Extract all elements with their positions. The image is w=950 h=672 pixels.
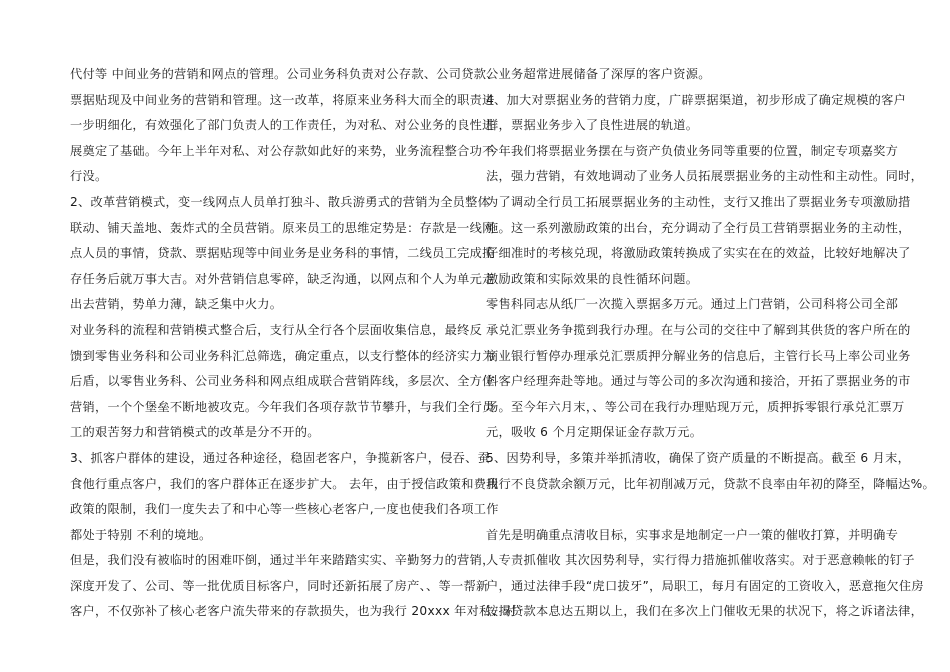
text-line: 代付等 中间业务的营销和网点的管理。公司业务科负责对公存款、公司贷款、 [70, 67, 499, 81]
text-line: 都处于特别 不利的境地。 [70, 527, 212, 542]
text-line: 今年我们将票据业务摆在与资产负债业务同等重要的位置，制定专项嘉奖方 [486, 143, 899, 158]
text-line: 行没。 [70, 169, 108, 184]
paragraph-gap [486, 497, 892, 523]
text-line: 5、因势利导，多策并举抓清收，确保了资产质量的不断提高。截至 6 月末， [486, 450, 911, 465]
text-line: 政策的限制，我们一度失去了和中心等一些核心老客户,一度也使我们各项工作 [70, 502, 499, 517]
text-line: 承兑汇票业务争揽到我行办理。在与公司的交往中了解到其供货的客户所在的 [486, 322, 911, 337]
text-line: 后盾，以零售业务科、公司业务科和网点组成联合营销阵线，多层次、全方位 [70, 374, 495, 389]
text-line: 点人员的事情，贷款、票据贴现等中间业务是业务科的事情，二线员工完成揽 [70, 246, 495, 261]
text-line: 工的艰苦努力和营销模式的改革是分不开的。 [70, 425, 320, 440]
text-line: 人专责抓催收 其次因势利导，实行得力措施抓催收落实。对于恶意赖帐的钉子 [486, 553, 915, 568]
text-line: 出去营销，势单力薄，缺乏集中火力。 [70, 297, 283, 312]
text-line: 2、改革营销模式，变一线网点人员单打独斗、散兵游勇式的营销为全员整体 [70, 194, 491, 209]
text-line: 施。这一系列激励政策的出台，充分调动了全行员工营销票据业务的主动性， [486, 220, 911, 235]
text-line: 票据贴现及中间业务的营销和管理。这一改革，将原来业务科大而全的职责进 [70, 92, 495, 107]
text-line: 4、加大对票据业务的营销力度，广辟票据渠道，初步形成了确定规模的客户 [486, 92, 907, 107]
text-line: 客户，不仅弥补了核心老客户流失带来的存款损失，也为我行 20xxx 年对私、对 [70, 604, 517, 619]
text-line: 按揭贷款本息达五期以上，我们在多次上门催收无果的状况下，将之诉诸法律， [486, 604, 924, 619]
text-line: 展奠定了基础。今年上半年对私、对公存款如此好的来势，业务流程整合功不 [70, 143, 495, 158]
text-line: 深度开发了、公司、等一批优质目标客户，同时还新拓展了房产、、等一帮新 [70, 578, 489, 593]
text-line: 科客户经理奔赴等地。通过与等公司的多次沟通和接洽，开拓了票据业务的市 [486, 374, 911, 389]
text-line: 3、抓客户群体的建设，通过各种途径，稳固老客户，争揽新客户，侵吞、蚕 [70, 450, 491, 465]
text-line: 法，强力营销，有效地调动了业务人员拓展票据业务的主动性和主动性。同时， [486, 169, 924, 184]
text-line: 一步明细化，有效强化了部门负责人的工作责任，为对私、对公业务的良性进 [70, 118, 495, 133]
text-line: 场。至今年六月末，、等公司在我行办理贴现万元，质押拆零银行承兑汇票万 [486, 399, 905, 414]
text-line: 零售科同志从纸厂一次揽入票据多万元。通过上门营销，公司科将公司全部 [486, 297, 899, 312]
text-line: 我行不良贷款余额万元，比年初削减万元，贷款不良率由年初的降至，降幅达%。 [486, 476, 935, 491]
text-line: 为了调动全行员工拓展票据业务的主动性，支行又推出了票据业务专项激励措 [486, 194, 911, 209]
text-line: 户，通过法律手段“虎口拔牙”，局职工，每月有固定的工资收入，恶意拖欠住房 [486, 578, 924, 593]
text-line: 元，吸收 6 个月定期保证金存款万元。 [486, 425, 703, 440]
right-text-column [486, 62, 935, 625]
text-line: 群，票据业务步入了良性进展的轨道。 [486, 118, 699, 133]
text-line: 激励政策和实际效果的良性循环问题。 [486, 271, 699, 286]
text-line: 联动、铺天盖地、轰炸式的全员营销。原来员工的思维定势是：存款是一线网 [70, 220, 495, 235]
text-line: 公业务超常进展储备了深厚的客户资源。 [486, 67, 711, 81]
text-line: 馈到零售业务科和公司业务科汇总筛选，确定重点，以支行整体的经济实力为 [70, 348, 495, 363]
text-line: 首先是明确重点清收目标，实事求是地制定一户一策的催收打算，并明确专 [486, 527, 899, 542]
text-line: 营销，一个个堡垒不断地被攻克。今年我们各项存款节节攀升，与我们全行员 [70, 399, 495, 414]
text-line: 仔细准时的考核兑现，将激励政策转换成了实实在在的效益，比较好地解决了 [486, 246, 911, 261]
text-line: 商业银行暂停办理承兑汇票质押分解业务的信息后，主管行长马上率公司业务 [486, 348, 911, 363]
text-line: 但是，我们没有被临时的困难吓倒，通过半年来踏踏实实、辛勤努力的营销， [70, 553, 495, 568]
text-line: 存任务后就万事大吉。对外营销信息零碎，缺乏沟通，以网点和个人为单元走 [70, 271, 495, 286]
left-text-column [70, 62, 517, 625]
text-line: 对业务科的流程和营销模式整合后，支行从全行各个层面收集信息，最终反 [70, 322, 483, 337]
text-line: 食他行重点客户，我们的客户群体正在逐步扩大。 去年，由于授信政策和费用 [70, 476, 499, 491]
